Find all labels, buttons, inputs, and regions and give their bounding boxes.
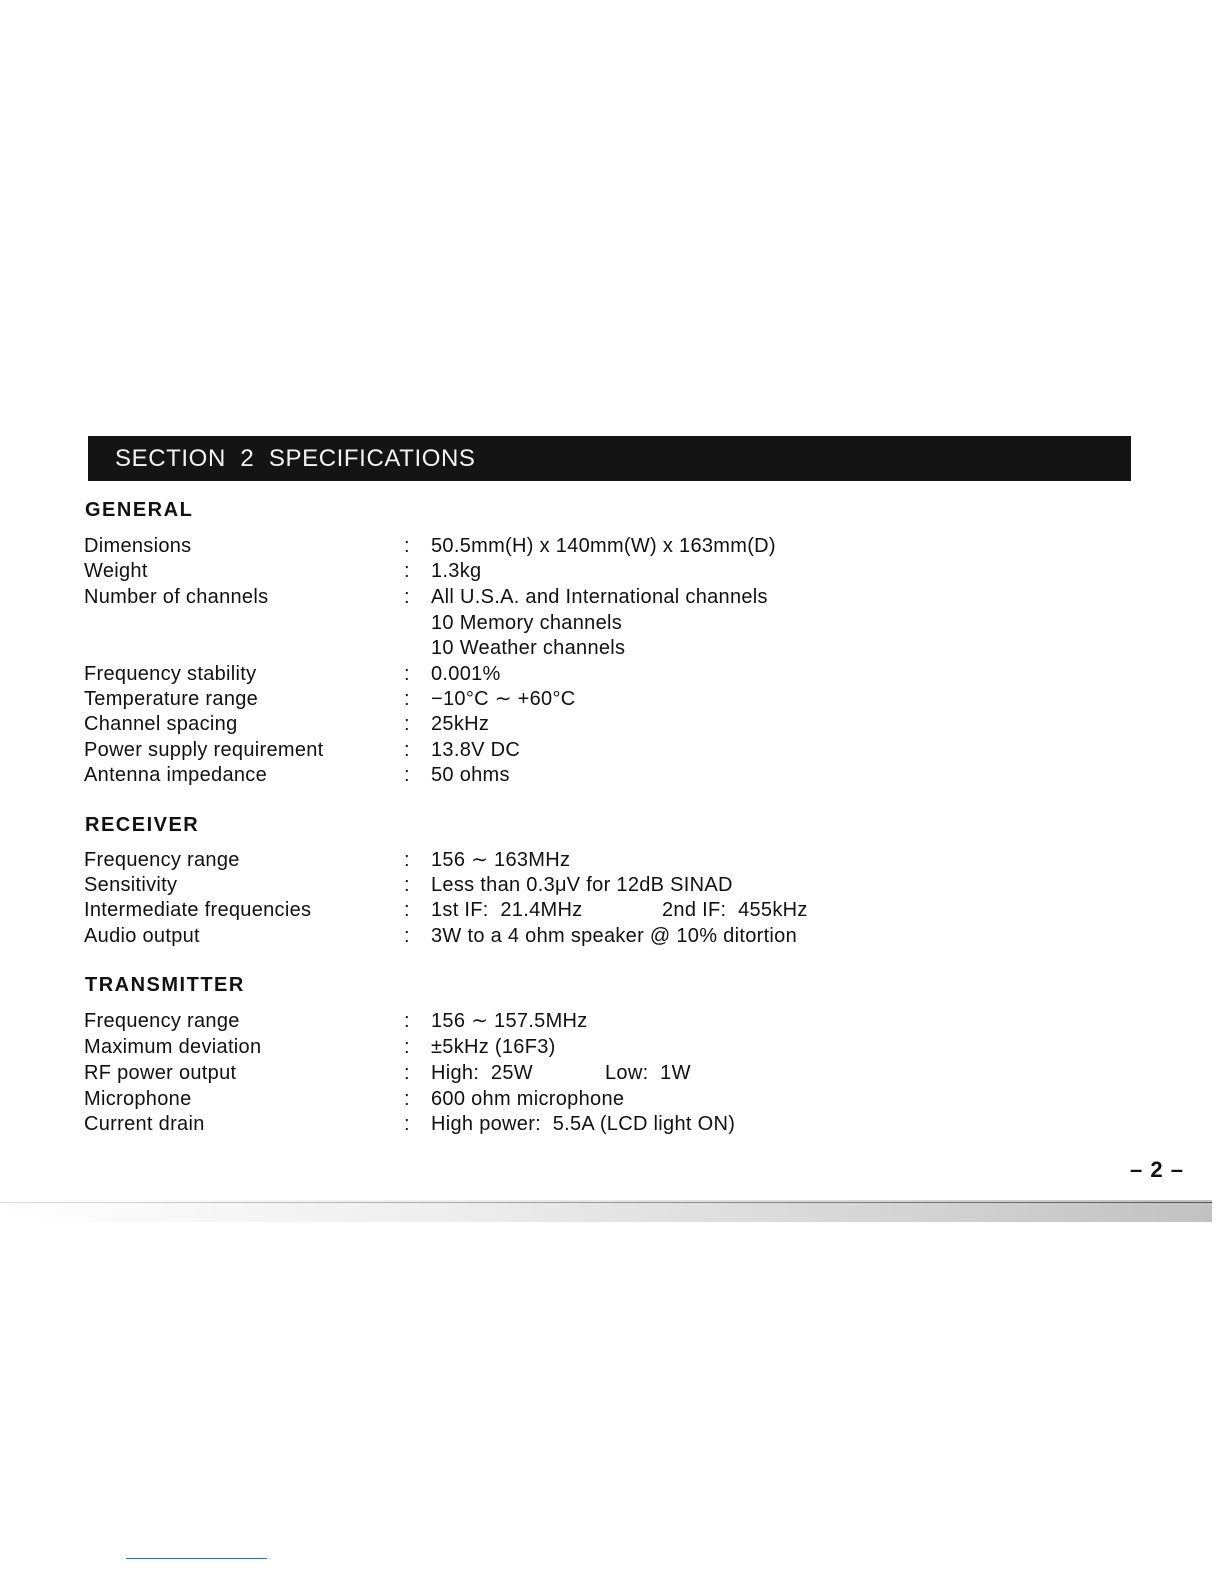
spec-row-microphone — [84, 1086, 1084, 1112]
spec-row-temperature-range — [84, 686, 1084, 712]
spec-colon: : — [404, 764, 410, 786]
spec-row-channel-spacing — [84, 711, 1084, 737]
spec-value: 1.3kg — [431, 560, 482, 582]
spec-colon: : — [404, 899, 410, 921]
spec-colon: : — [404, 925, 410, 947]
spec-colon: : — [404, 663, 410, 685]
spec-label: Number of channels — [84, 586, 269, 608]
spec-colon: : — [404, 713, 410, 735]
spec-value-secondary: 2nd IF: 455kHz — [662, 899, 808, 921]
transmitter-heading: TRANSMITTER — [85, 974, 245, 996]
spec-value: All U.S.A. and International channels — [431, 586, 768, 608]
spec-label: Maximum deviation — [84, 1036, 262, 1058]
spec-row-weight — [84, 558, 1084, 584]
section-title: SECTION 2 SPECIFICATIONS — [115, 445, 476, 472]
spec-row-audio-output — [84, 923, 1084, 949]
spec-value: 3W to a 4 ohm speaker @ 10% ditortion — [431, 925, 798, 947]
spec-colon: : — [404, 688, 410, 710]
spec-colon: : — [404, 1010, 410, 1032]
spec-row-current-drain — [84, 1111, 1084, 1137]
spec-value: −10°C ∼ +60°C — [431, 688, 576, 710]
spec-label: Frequency range — [84, 849, 240, 871]
spec-value-continuation: 10 Weather channels — [431, 637, 626, 659]
spec-label: Frequency stability — [84, 663, 257, 685]
spec-colon: : — [404, 1088, 410, 1110]
spec-colon: : — [404, 874, 410, 896]
spec-row-number-of-channels — [84, 584, 1084, 610]
spec-value: 50.5mm(H) x 140mm(W) x 163mm(D) — [431, 535, 776, 557]
spec-label: Dimensions — [84, 535, 192, 557]
spec-value-secondary: Low: 1W — [605, 1062, 691, 1084]
spec-label: Microphone — [84, 1088, 192, 1110]
spec-label: Channel spacing — [84, 713, 238, 735]
spec-row-frequency-stability — [84, 661, 1084, 687]
spec-row-rx-frequency-range — [84, 847, 1084, 873]
spec-colon: : — [404, 1036, 410, 1058]
spec-label: Antenna impedance — [84, 764, 268, 786]
bottom-rule — [126, 1558, 267, 1559]
page-number: – 2 – — [1130, 1157, 1184, 1182]
spec-row-maximum-deviation — [84, 1034, 1084, 1060]
spec-label: Weight — [84, 560, 148, 582]
spec-value: 156 ∼ 157.5MHz — [431, 1010, 588, 1032]
scan-edge-line — [0, 1202, 1212, 1203]
spec-value: 600 ohm microphone — [431, 1088, 625, 1110]
spec-colon: : — [404, 535, 410, 557]
spec-row-intermediate-frequencies — [84, 897, 1084, 923]
spec-value: 0.001% — [431, 663, 501, 685]
general-heading: GENERAL — [85, 499, 194, 521]
spec-value: 13.8V DC — [431, 739, 521, 761]
spec-row-power-supply — [84, 737, 1084, 763]
spec-colon: : — [404, 849, 410, 871]
spec-label: RF power output — [84, 1062, 237, 1084]
spec-colon: : — [404, 1062, 410, 1084]
spec-label: Temperature range — [84, 688, 259, 710]
spec-colon: : — [404, 560, 410, 582]
section-banner — [88, 436, 1131, 481]
spec-value: High power: 5.5A (LCD light ON) — [431, 1113, 736, 1135]
spec-value: ±5kHz (16F3) — [431, 1036, 556, 1058]
spec-colon: : — [404, 1113, 410, 1135]
spec-label: Frequency range — [84, 1010, 240, 1032]
spec-row-tx-frequency-range — [84, 1008, 1084, 1034]
spec-row-antenna-impedance — [84, 762, 1084, 788]
spec-value: Less than 0.3μV for 12dB SINAD — [431, 874, 733, 896]
spec-row-dimensions — [84, 533, 1084, 559]
spec-label: Sensitivity — [84, 874, 178, 896]
spec-label: Current drain — [84, 1113, 205, 1135]
spec-row-sensitivity — [84, 872, 1084, 898]
receiver-heading: RECEIVER — [85, 814, 200, 836]
spec-row-rf-power-output — [84, 1060, 1084, 1086]
spec-value: 50 ohms — [431, 764, 510, 786]
spec-value-continuation: 10 Memory channels — [431, 612, 623, 634]
spec-colon: : — [404, 586, 410, 608]
spec-label: Audio output — [84, 925, 200, 947]
spec-value: High: 25W — [431, 1062, 533, 1084]
spec-label: Power supply requirement — [84, 739, 324, 761]
spec-value: 156 ∼ 163MHz — [431, 849, 571, 871]
spec-value: 25kHz — [431, 713, 490, 735]
scan-edge-shadow — [0, 1200, 1212, 1222]
spec-colon: : — [404, 739, 410, 761]
spec-label: Intermediate frequencies — [84, 899, 312, 921]
spec-value: 1st IF: 21.4MHz — [431, 899, 583, 921]
